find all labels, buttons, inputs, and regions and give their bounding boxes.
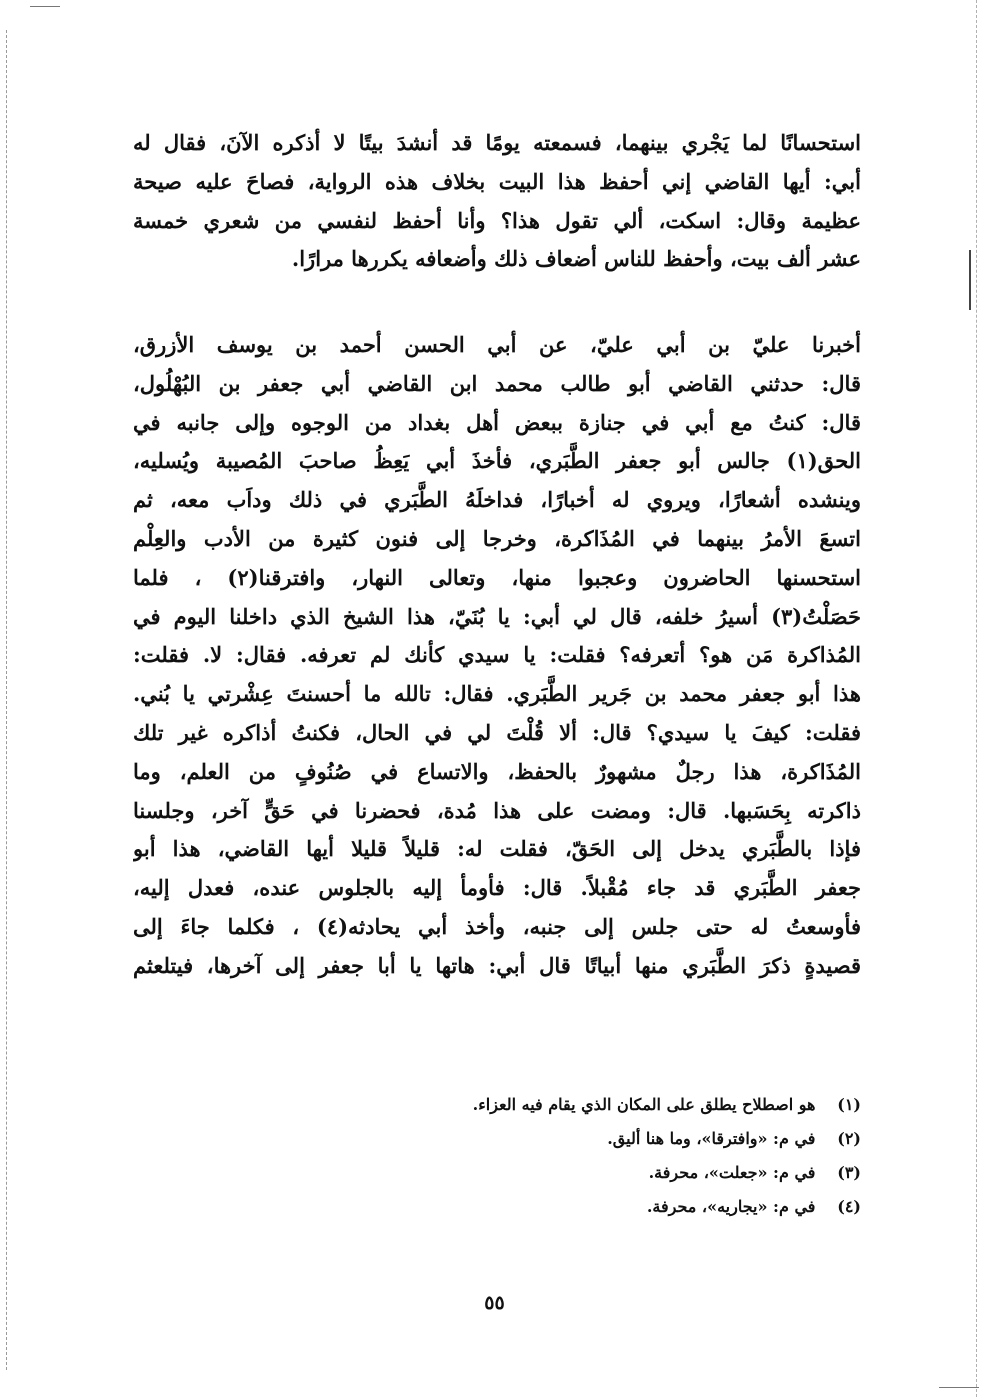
- text-line: فقلت: كيفَ يا سيدي؟ قال: ألا قُلْتَ لي في الحال، فكنتُ أذاكره غير تلك: [133, 719, 861, 745]
- page-number: ٥٥: [484, 1292, 505, 1314]
- text-line: فإذا بالطَّبَري يدخل إلى الحَقّ، فقلت له: قليلاً قليلا أيها القاضي، هذا أبو: [133, 836, 861, 862]
- text-line: قال: حدثني القاضي أبو طالب محمد ابن القاضي أبي جعفر بن البُهْلُول،: [133, 370, 861, 396]
- scan-edge-top: [30, 6, 60, 7]
- text-line: استحسانًا لما يَجْري بينهما، فسمعته يومًا قد أنشدَ بيتًا لا أذكره الآنَ، فقال له: [133, 130, 861, 155]
- footnote: [133, 1088, 861, 1122]
- text-line: هذا أبو جعفر محمد بن جَرير الطَّبَري. فقال: تالله ما أحسنتَ عِشْرتي يا بُني.: [133, 681, 861, 707]
- footnote-number: (٣): [837, 1163, 861, 1182]
- footnote-text: في م: «جعلت»، محرفة.: [648, 1163, 816, 1182]
- footnote-number: (٢): [837, 1129, 861, 1148]
- footnote: [133, 1156, 861, 1190]
- footnote: [133, 1190, 861, 1224]
- text-line: الحق(١) جالس أبو جعفر الطَّبَري، فأخذَ أبي يَعِظُ صاحبَ المُصيبة ويُسليه،: [133, 448, 861, 474]
- footnote-text: هو اصطلاح يطلق على المكان الذي يقام فيه العزاء.: [472, 1095, 816, 1114]
- footnotes: [133, 1088, 861, 1224]
- footnote-text: في م: «يجاريه»، محرفة.: [646, 1197, 816, 1216]
- text-line: ذاكرته بِحَسَبها. قال: ومضت على هذا مُدة، فحضرنا في حَقٍّ آخر، وجلسنا: [133, 797, 861, 823]
- footnote-text: في م: «وافترقا»، وما هنا أليق.: [607, 1129, 816, 1148]
- scan-edge-right: [976, 0, 979, 1397]
- text-line: قال: كنتُ مع أبي في جنازة ببعض أهل بغداد من الوجوه وإلى جانبه في: [133, 409, 861, 435]
- text-line: عشر ألف بيت، وأحفظ للناس أضعاف ذلك وأضعافه يكررها مرارًا.: [291, 246, 861, 272]
- footnote: [133, 1122, 861, 1156]
- text-line: اتسعَ الأمرُ بينهما في المُذَاكرة، وخرجا إلى فنون كثيرة من الأدب والعِلْم: [133, 525, 861, 551]
- text-line: عظيمة وقال: اسكت، ألي تقول هذا؟ وأنا أحفظ لنفسي من شعري خمسة: [133, 207, 861, 233]
- scan-edge-left: [6, 30, 9, 1370]
- scan-edge-mark: [969, 250, 971, 310]
- paragraph-2: [133, 326, 861, 986]
- paragraph-1: [133, 124, 861, 279]
- footnote-number: (٤): [837, 1197, 861, 1216]
- text-line: المُذاكرة مَن هو؟ أتعرفه؟ فقلت: يا سيدي كأنك لم تعرفه. فقال: لا. فقلت:: [133, 642, 861, 668]
- scan-edge-bottom: [939, 1387, 979, 1388]
- text-line: قصيدةٍ ذكرَ الطَّبَري منها أبياتًا قال أبي: هاتها يا أبا جعفر إلى آخرها، فيتلعثم: [133, 952, 861, 978]
- text-line: وينشده أشعارًا، ويروي له أخبارًا، فداخلَهُ الطَّبَري في ذلك وداَب معه، ثم: [133, 487, 861, 513]
- text-line: المُذَاكرة، هذا رجلٌ مشهورٌ بالحفظ، والاتساع في صُنُوفٍ من العلم، وما: [133, 758, 861, 784]
- text-line: فأوسعتُ له حتى جلس إلى جنبه، وأخذ أبي يحادثه(٤) ، فكلما جاءَ إلى: [133, 913, 861, 939]
- text-line: جعفر الطَّبَري قد جاء مُقْبلاً. قال: فأومأ إليه بالجلوس عنده، فعدل إليه،: [133, 875, 861, 901]
- text-line: أخبرنا عليّ بن أبي عليّ، عن أبي الحسن أحمد بن يوسف الأزرق،: [133, 332, 861, 357]
- text-line: أبي: أيها القاضي إني أحفظ هذا البيت بخلاف هذه الرواية، فصاحَ عليه صيحة: [133, 168, 861, 194]
- text-line: حَصَلْتُ(٣) أسيرُ خلفه، قال لي أبي: يا بُنَيّ، هذا الشيخ الذي داخلنا اليوم في: [133, 603, 861, 629]
- footnote-number: (١): [837, 1095, 861, 1114]
- text-line: استحسنها الحاضرون وعجبوا منها، وتعالى النهار، وافترقنا(٢) ، فلما: [133, 564, 861, 590]
